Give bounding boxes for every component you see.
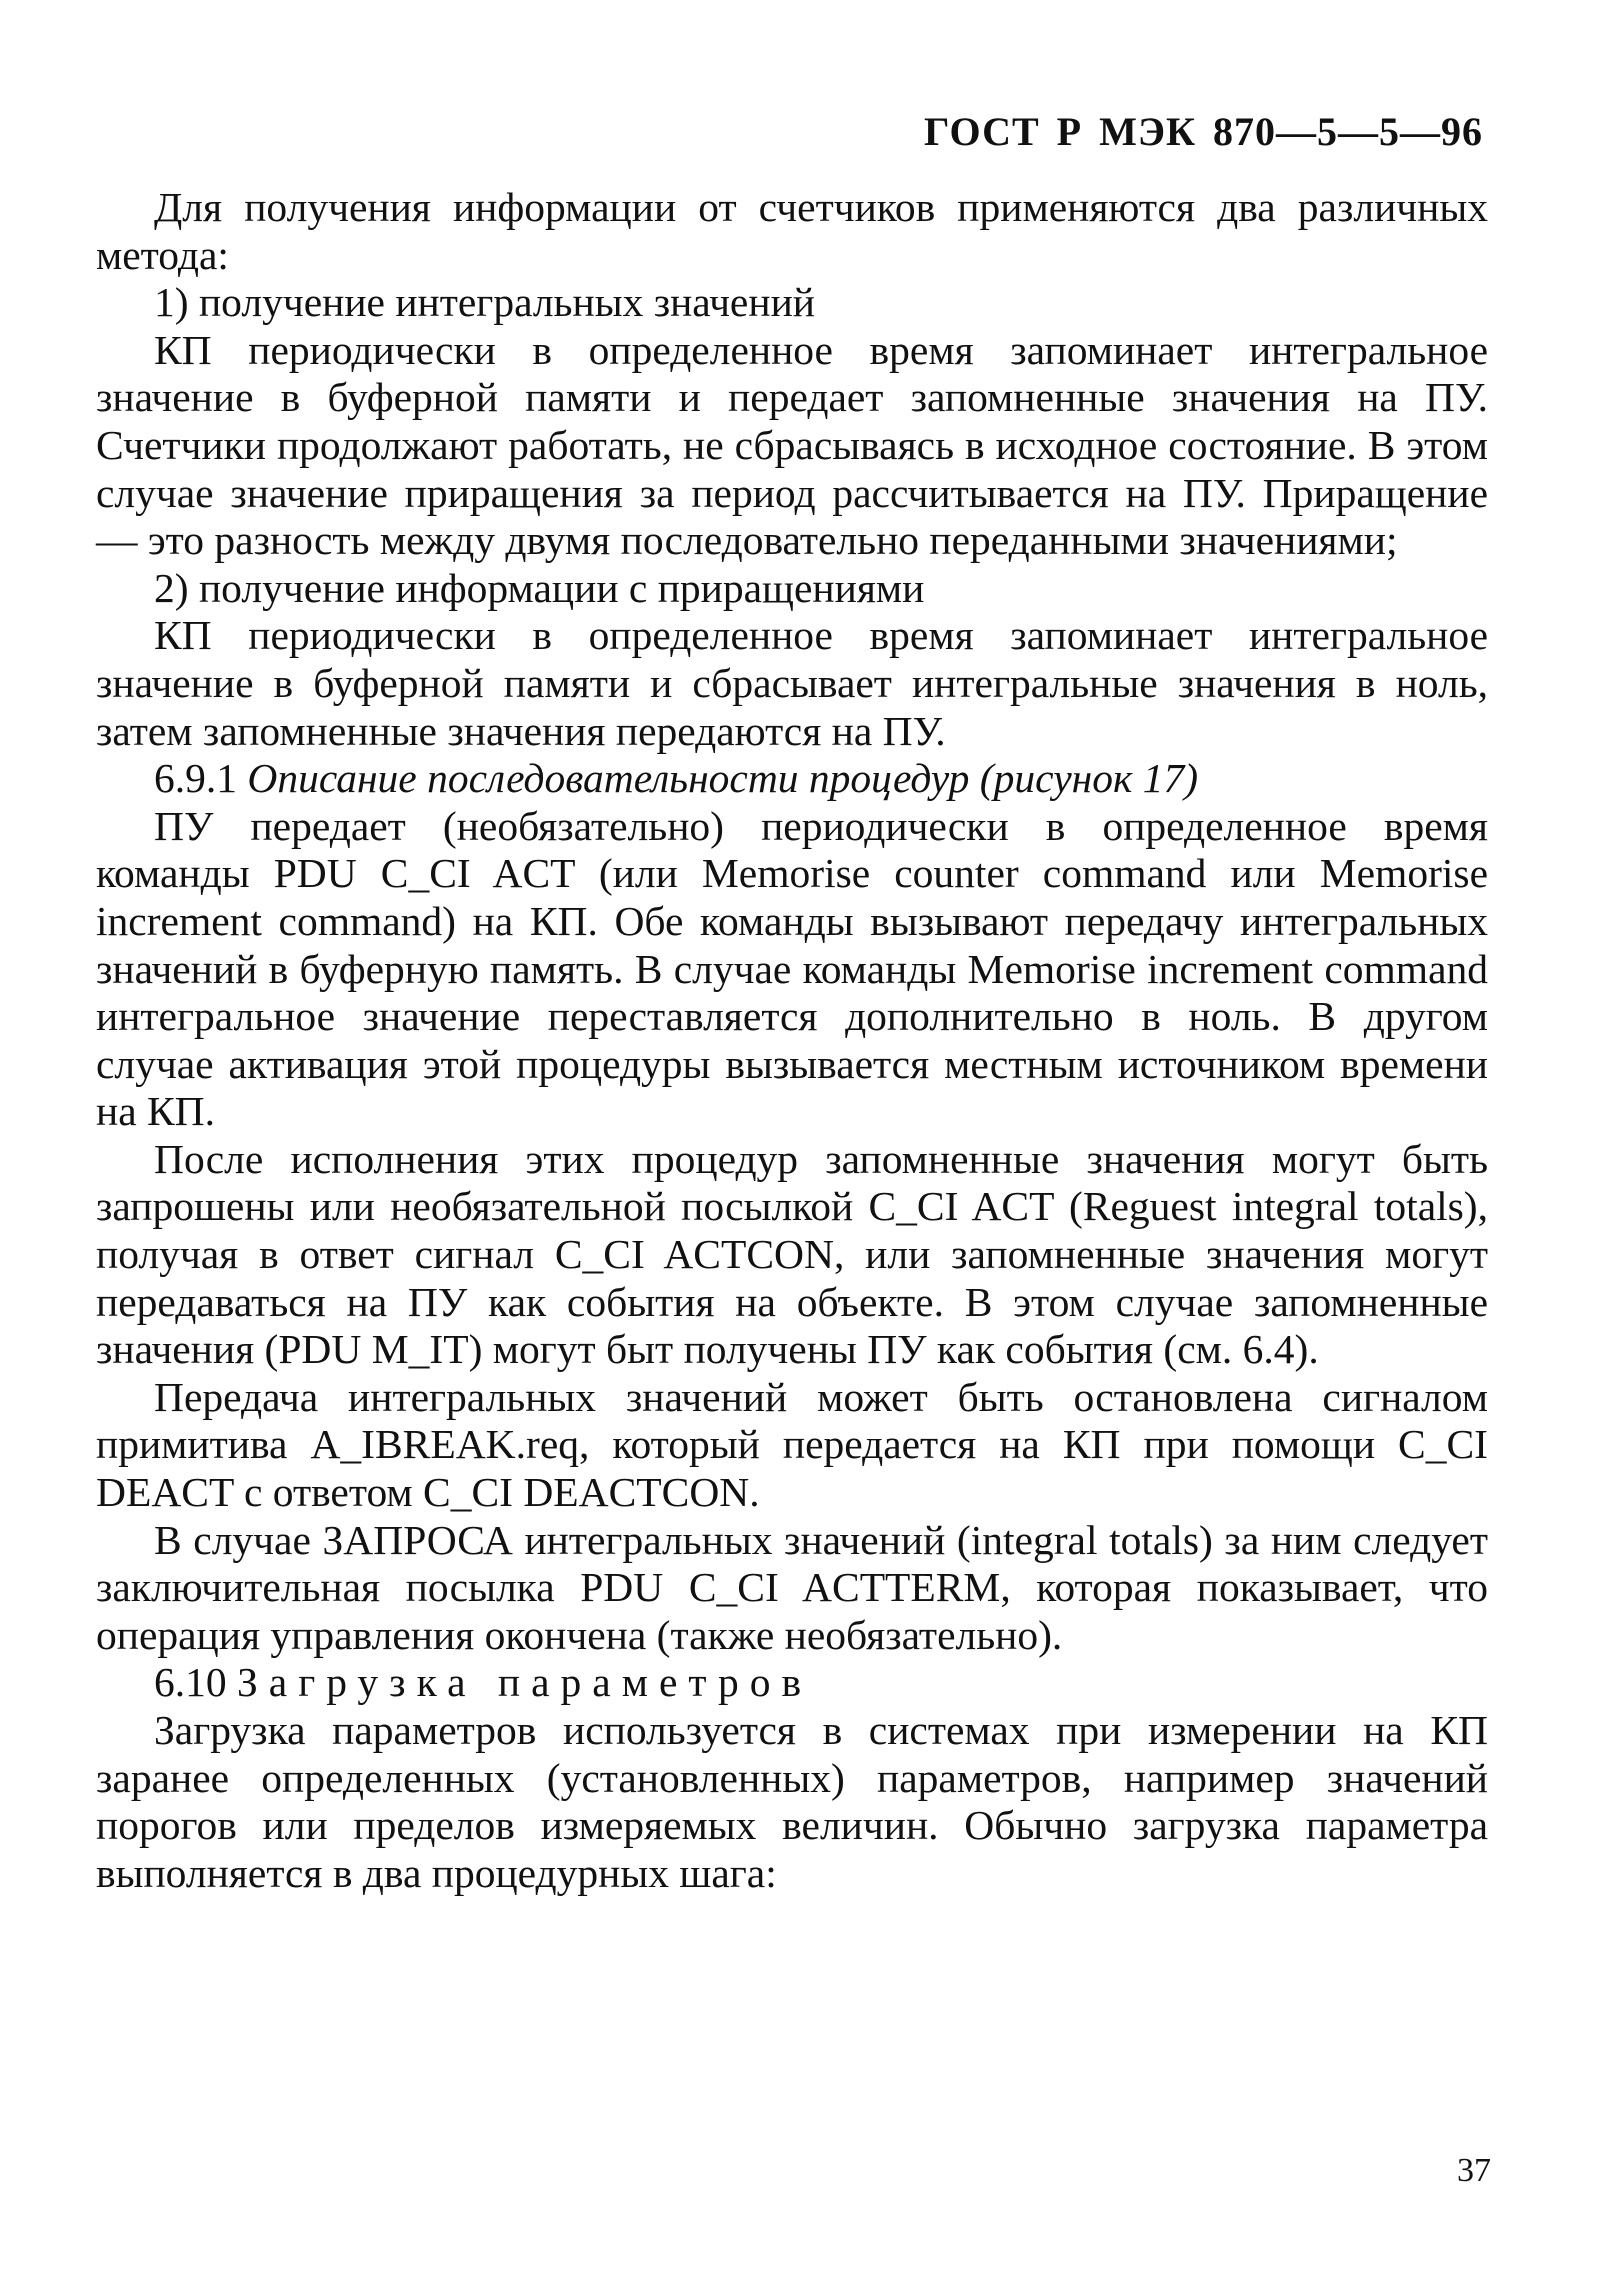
section-number: 6.10 — [154, 1659, 227, 1706]
list-item-2: 2) получение информации с приращениями — [154, 564, 925, 611]
paragraph-pu-transmits: ПУ передает (необязательно) периодически в определенное время команды PDU C_CI ACT (или Memorise counter command или Memorise increment command) на КП. Обе команды вызывают передачу интегральных значений в буферную память. В случае команды Memorise increment command интегральное значение переставляется дополнительно в ноль. В другом случае активация этой процедуры вызывается местным источником времени на КП. — [96, 802, 1488, 1135]
section-number: 6.9.1 — [154, 755, 237, 802]
document-header: ГОСТ Р МЭК 870—5—5—96 — [924, 109, 1483, 154]
page-number: 37 — [1457, 2152, 1491, 2189]
document-body — [96, 184, 1488, 1897]
paragraph-integral-values: КП периодически в определенное время запоминает интегральное значение в буферной памяти и передает запомненные значения на ПУ. Счетчики продолжают работать, не сбрасываясь в исходное состояние. В этом случае значение приращения за период рассчитывается на ПУ. Приращение — это разность между двумя последовательно переданными значениями; — [96, 326, 1488, 564]
paragraph-request-case: В случае ЗАПРОСА интегральных значений (integral totals) за ним следует заключительная посылка PDU C_CI ACTTERM, которая показывает, что операция управления окончена (также необязательно). — [96, 1516, 1488, 1658]
paragraph-parameter-loading: Загрузка параметров используется в системах при измерении на КП заранее определенных (установленных) параметров, например значений порогов или пределов измеряемых величин. Обычно загрузка параметра выполняется в два процедурных шага: — [96, 1707, 1488, 1896]
paragraph-increments: КП периодически в определенное время запоминает интегральное значение в буферной памяти и сбрасывает интегральные значения в ноль, затем запомненные значения передаются на ПУ. — [96, 612, 1488, 754]
section-heading-6-9-1 — [96, 755, 1488, 803]
section-title: Описание последовательности процедур (рисунок 17) — [247, 755, 1199, 802]
list-item-1: 1) получение интегральных значений — [154, 279, 815, 326]
paragraph-after-execution: После исполнения этих процедур запомненные значения могут быть запрошены или необязательной посылкой C_CI ACT (Reguest integral totals), получая в ответ сигнал C_CI ACTCON, или запомненные значения могут передаваться на ПУ как события на объекте. В этом случае запомненные значения (PDU M_IT) могут быт получены ПУ как события (см. 6.4). — [96, 1135, 1488, 1373]
section-title: Загрузка параметров — [237, 1659, 813, 1706]
section-heading-6-10 — [96, 1659, 1488, 1707]
paragraph-intro: Для получения информации от счетчиков применяются два различных метода: — [96, 184, 1488, 278]
paragraph-transmission-stop: Передача интегральных значений может быть остановлена сигналом примитива A_IBREAK.req, который передается на КП при помощи C_CI DEACT с ответом C_CI DEACTCON. — [96, 1373, 1488, 1516]
